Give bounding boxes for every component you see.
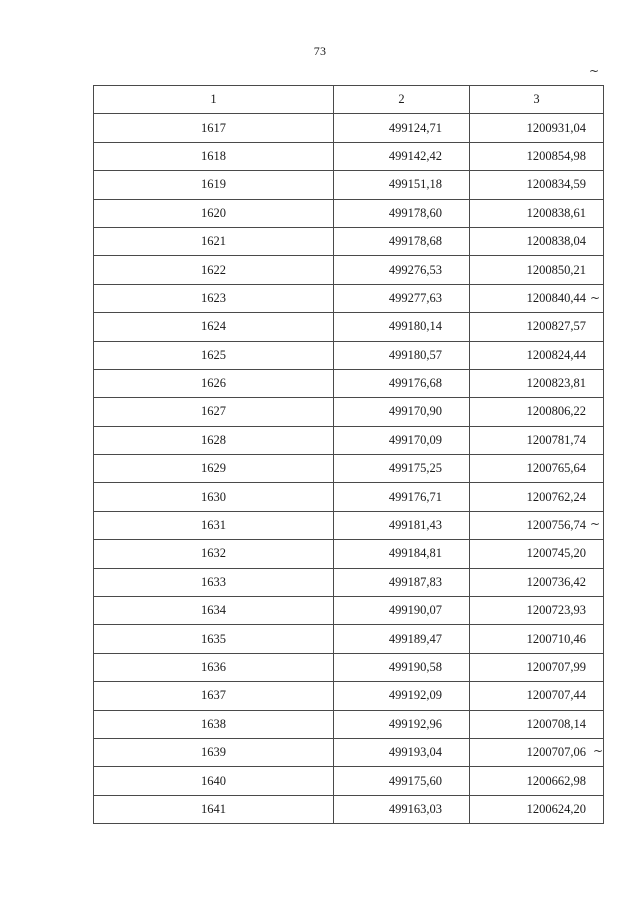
- table-row: [94, 710, 604, 738]
- column-header-1: 1: [94, 86, 334, 114]
- point-number-cell: 1638: [94, 710, 334, 738]
- point-number-cell: 1628: [94, 426, 334, 454]
- point-number-cell: 1637: [94, 682, 334, 710]
- x-coordinate-cell: 499277,63: [334, 284, 470, 312]
- table-row: [94, 284, 604, 312]
- scan-mark: ~: [590, 291, 601, 305]
- point-number-cell: 1626: [94, 369, 334, 397]
- y-coordinate-cell: 1200723,93: [470, 597, 604, 625]
- table-row: [94, 738, 604, 766]
- x-coordinate-cell: 499170,09: [334, 426, 470, 454]
- table-row: [94, 483, 604, 511]
- y-coordinate-cell: 1200708,14: [470, 710, 604, 738]
- point-number-cell: 1633: [94, 568, 334, 596]
- x-coordinate-cell: 499189,47: [334, 625, 470, 653]
- y-coordinate-cell: 1200823,81: [470, 369, 604, 397]
- x-coordinate-cell: 499181,43: [334, 511, 470, 539]
- x-coordinate-cell: 499276,53: [334, 256, 470, 284]
- table-row: [94, 171, 604, 199]
- y-coordinate-cell: 1200824,44: [470, 341, 604, 369]
- table-row: [94, 568, 604, 596]
- table-row: [94, 142, 604, 170]
- x-coordinate-cell: 499190,07: [334, 597, 470, 625]
- x-coordinate-cell: 499163,03: [334, 795, 470, 823]
- table-row: [94, 227, 604, 255]
- x-coordinate-cell: 499190,58: [334, 653, 470, 681]
- y-coordinate-cell: 1200838,04: [470, 227, 604, 255]
- y-coordinate-cell: 1200745,20: [470, 540, 604, 568]
- x-coordinate-cell: 499176,71: [334, 483, 470, 511]
- scan-mark: ~: [593, 744, 604, 758]
- table-row: [94, 682, 604, 710]
- point-number-cell: 1617: [94, 114, 334, 142]
- table-row: [94, 767, 604, 795]
- x-coordinate-cell: 499192,96: [334, 710, 470, 738]
- point-number-cell: 1625: [94, 341, 334, 369]
- table-row: [94, 540, 604, 568]
- x-coordinate-cell: 499151,18: [334, 171, 470, 199]
- point-number-cell: 1618: [94, 142, 334, 170]
- table-row: [94, 426, 604, 454]
- table-row: [94, 369, 604, 397]
- point-number-cell: 1634: [94, 597, 334, 625]
- table-row: [94, 341, 604, 369]
- table-row: [94, 597, 604, 625]
- y-coordinate-cell: 1200707,44: [470, 682, 604, 710]
- point-number-cell: 1639: [94, 738, 334, 766]
- y-coordinate-cell: 1200850,21: [470, 256, 604, 284]
- point-number-cell: 1621: [94, 227, 334, 255]
- table-row: [94, 455, 604, 483]
- point-number-cell: 1619: [94, 171, 334, 199]
- coordinates-table-container: [93, 85, 603, 824]
- table-row: [94, 313, 604, 341]
- point-number-cell: 1624: [94, 313, 334, 341]
- x-coordinate-cell: 499124,71: [334, 114, 470, 142]
- point-number-cell: 1620: [94, 199, 334, 227]
- point-number-cell: 1629: [94, 455, 334, 483]
- x-coordinate-cell: 499175,60: [334, 767, 470, 795]
- table-row: [94, 398, 604, 426]
- x-coordinate-cell: 499178,68: [334, 227, 470, 255]
- table-row: [94, 653, 604, 681]
- y-coordinate-cell: 1200624,20: [470, 795, 604, 823]
- x-coordinate-cell: 499175,25: [334, 455, 470, 483]
- point-number-cell: 1630: [94, 483, 334, 511]
- table-row: [94, 625, 604, 653]
- x-coordinate-cell: 499187,83: [334, 568, 470, 596]
- point-number-cell: 1640: [94, 767, 334, 795]
- x-coordinate-cell: 499170,90: [334, 398, 470, 426]
- point-number-cell: 1636: [94, 653, 334, 681]
- y-coordinate-cell: 1200762,24: [470, 483, 604, 511]
- coordinates-table: [93, 85, 604, 824]
- y-coordinate-cell: 1200765,64: [470, 455, 604, 483]
- table-body: [94, 114, 604, 824]
- table-row: [94, 256, 604, 284]
- table-row: [94, 114, 604, 142]
- y-coordinate-cell: 1200838,61: [470, 199, 604, 227]
- table-row: [94, 511, 604, 539]
- x-coordinate-cell: 499176,68: [334, 369, 470, 397]
- scan-mark: ~: [589, 64, 600, 78]
- y-coordinate-cell: 1200827,57: [470, 313, 604, 341]
- point-number-cell: 1641: [94, 795, 334, 823]
- column-header-3: 3: [470, 86, 604, 114]
- point-number-cell: 1631: [94, 511, 334, 539]
- table-header-row: [94, 86, 604, 114]
- scan-mark: ~: [590, 517, 601, 531]
- point-number-cell: 1632: [94, 540, 334, 568]
- y-coordinate-cell: 1200662,98: [470, 767, 604, 795]
- point-number-cell: 1635: [94, 625, 334, 653]
- point-number-cell: 1623: [94, 284, 334, 312]
- x-coordinate-cell: 499180,57: [334, 341, 470, 369]
- y-coordinate-cell: 1200707,99: [470, 653, 604, 681]
- table-row: [94, 199, 604, 227]
- x-coordinate-cell: 499142,42: [334, 142, 470, 170]
- y-coordinate-cell: 1200710,46: [470, 625, 604, 653]
- y-coordinate-cell: 1200840,44: [470, 284, 604, 312]
- x-coordinate-cell: 499192,09: [334, 682, 470, 710]
- y-coordinate-cell: 1200834,59: [470, 171, 604, 199]
- x-coordinate-cell: 499178,60: [334, 199, 470, 227]
- y-coordinate-cell: 1200806,22: [470, 398, 604, 426]
- point-number-cell: 1627: [94, 398, 334, 426]
- column-header-2: 2: [334, 86, 470, 114]
- x-coordinate-cell: 499184,81: [334, 540, 470, 568]
- page-number: 73: [313, 44, 327, 58]
- y-coordinate-cell: 1200707,06: [470, 738, 604, 766]
- y-coordinate-cell: 1200781,74: [470, 426, 604, 454]
- y-coordinate-cell: 1200931,04: [470, 114, 604, 142]
- y-coordinate-cell: 1200756,74: [470, 511, 604, 539]
- y-coordinate-cell: 1200854,98: [470, 142, 604, 170]
- x-coordinate-cell: 499180,14: [334, 313, 470, 341]
- y-coordinate-cell: 1200736,42: [470, 568, 604, 596]
- point-number-cell: 1622: [94, 256, 334, 284]
- table-row: [94, 795, 604, 823]
- x-coordinate-cell: 499193,04: [334, 738, 470, 766]
